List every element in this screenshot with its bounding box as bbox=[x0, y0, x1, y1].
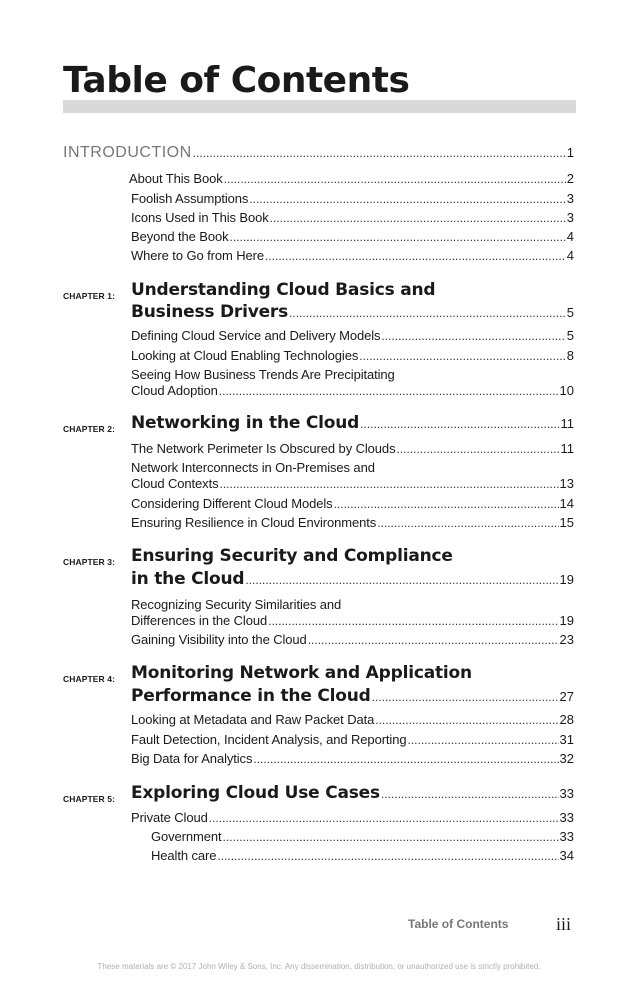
dot-leader bbox=[193, 146, 566, 160]
dot-leader bbox=[265, 249, 566, 263]
dot-leader bbox=[223, 830, 559, 844]
toc-entry[interactable] bbox=[131, 191, 574, 206]
toc-page-number: 3 bbox=[566, 210, 574, 225]
dot-leader bbox=[375, 713, 558, 727]
toc-page-number: 14 bbox=[559, 496, 574, 511]
toc-entry-chapter[interactable] bbox=[131, 686, 574, 706]
toc-entry-chapter[interactable] bbox=[131, 413, 574, 433]
toc-entry-label: Cloud Adoption bbox=[131, 383, 218, 398]
toc-entry-label: Icons Used in This Book bbox=[131, 210, 269, 225]
toc-page-number: 33 bbox=[559, 786, 574, 801]
toc-page-number: 5 bbox=[566, 328, 574, 343]
toc-entry[interactable] bbox=[131, 751, 574, 766]
chapter-title: Exploring Cloud Use Cases bbox=[131, 783, 380, 803]
chapter-title: Monitoring Network and Application bbox=[131, 663, 472, 683]
dot-leader bbox=[308, 633, 559, 647]
toc-page-number: 4 bbox=[566, 248, 574, 263]
toc-page-number: 1 bbox=[566, 145, 574, 160]
toc-page-number: 31 bbox=[559, 732, 574, 747]
toc-entry-label: Private Cloud bbox=[131, 810, 208, 825]
dot-leader bbox=[253, 752, 558, 766]
toc-entry[interactable] bbox=[131, 210, 574, 225]
toc-page-number: 32 bbox=[559, 751, 574, 766]
title-underline-bar bbox=[63, 100, 576, 113]
toc-page-number: 5 bbox=[566, 305, 574, 320]
chapter-title: Networking in the Cloud bbox=[131, 413, 360, 433]
toc-entry[interactable] bbox=[129, 171, 574, 186]
dot-leader bbox=[209, 811, 559, 825]
running-footer bbox=[0, 914, 638, 934]
toc-entry-label: Defining Cloud Service and Delivery Models bbox=[131, 328, 381, 343]
toc-entry-label: Government bbox=[151, 829, 222, 844]
dot-leader bbox=[219, 477, 558, 491]
toc-entry-label-line: Network Interconnects in On-Premises and bbox=[131, 460, 375, 475]
dot-leader bbox=[396, 442, 559, 456]
toc-entry-label: Looking at Cloud Enabling Technologies bbox=[131, 348, 359, 363]
toc-entry-label: Considering Different Cloud Models bbox=[131, 496, 333, 511]
toc-entry-introduction[interactable] bbox=[63, 144, 574, 162]
toc-page-number: 13 bbox=[559, 476, 574, 491]
toc-entry[interactable] bbox=[131, 328, 574, 343]
toc-entry-label: About This Book bbox=[129, 171, 223, 186]
toc-entry-label: The Network Perimeter Is Obscured by Clouds bbox=[131, 441, 396, 456]
footer-page-number: iii bbox=[556, 914, 572, 934]
toc-entry-label: INTRODUCTION bbox=[63, 144, 192, 161]
toc-entry[interactable] bbox=[131, 441, 574, 456]
toc-entry-sub[interactable] bbox=[151, 848, 574, 863]
toc-entry[interactable] bbox=[131, 496, 574, 511]
dot-leader bbox=[219, 384, 559, 398]
toc-entry-label: Ensuring Resilience in Cloud Environments bbox=[131, 515, 377, 530]
dot-leader bbox=[334, 497, 559, 511]
chapter-number: CHAPTER 2: bbox=[63, 424, 116, 434]
dot-leader bbox=[381, 329, 565, 343]
toc-entry[interactable] bbox=[131, 810, 574, 825]
dot-leader bbox=[224, 172, 566, 186]
toc-entry-chapter[interactable] bbox=[131, 302, 574, 322]
toc-page-number: 11 bbox=[560, 441, 574, 456]
page-title-block bbox=[63, 60, 576, 116]
dot-leader bbox=[268, 614, 558, 628]
dot-leader bbox=[381, 787, 559, 801]
page-title: Table of Contents bbox=[63, 60, 410, 101]
toc-page-number: 33 bbox=[559, 810, 574, 825]
dot-leader bbox=[360, 417, 559, 431]
toc-entry[interactable] bbox=[131, 613, 574, 628]
dot-leader bbox=[230, 230, 566, 244]
dot-leader bbox=[217, 849, 558, 863]
toc-entry-label: Health care bbox=[151, 848, 217, 863]
toc-page-number: 2 bbox=[566, 171, 574, 186]
chapter-number: CHAPTER 1: bbox=[63, 291, 116, 301]
toc-entry[interactable] bbox=[131, 248, 574, 263]
toc-page-number: 3 bbox=[566, 191, 574, 206]
toc-page-number: 27 bbox=[559, 689, 574, 704]
toc-entry[interactable] bbox=[131, 732, 574, 747]
toc-entry[interactable] bbox=[131, 383, 574, 398]
toc-page-number: 15 bbox=[559, 515, 574, 530]
toc-page-number: 11 bbox=[560, 416, 574, 431]
dot-leader bbox=[245, 573, 558, 587]
toc-page-number: 23 bbox=[559, 632, 574, 647]
toc-entry[interactable] bbox=[131, 632, 574, 647]
chapter-title: in the Cloud bbox=[131, 569, 245, 589]
footer-title: Table of Contents bbox=[408, 917, 509, 931]
toc-entry[interactable] bbox=[131, 712, 574, 727]
toc-entry[interactable] bbox=[131, 348, 574, 363]
toc-entry-label: Beyond the Book bbox=[131, 229, 229, 244]
toc-page-number: 19 bbox=[559, 613, 574, 628]
dot-leader bbox=[249, 192, 565, 206]
toc-page-number: 28 bbox=[559, 712, 574, 727]
toc-page-number: 10 bbox=[559, 383, 574, 398]
toc-entry-label: Foolish Assumptions bbox=[131, 191, 249, 206]
toc-entry-label-line: Recognizing Security Similarities and bbox=[131, 597, 342, 612]
toc-entry-label: Gaining Visibility into the Cloud bbox=[131, 632, 307, 647]
toc-entry-label: Fault Detection, Incident Analysis, and Reporting bbox=[131, 732, 407, 747]
chapter-number: CHAPTER 3: bbox=[63, 557, 116, 567]
chapter-title: Ensuring Security and Compliance bbox=[131, 546, 453, 566]
toc-entry-label: Big Data for Analytics bbox=[131, 751, 253, 766]
dot-leader bbox=[407, 733, 558, 747]
toc-page-number: 33 bbox=[559, 829, 574, 844]
toc-page-number: 8 bbox=[566, 348, 574, 363]
toc-entry-chapter[interactable] bbox=[131, 783, 574, 803]
toc-entry-chapter[interactable] bbox=[131, 569, 574, 589]
chapter-title: Business Drivers bbox=[131, 302, 289, 322]
chapter-number: CHAPTER 5: bbox=[63, 794, 116, 804]
dot-leader bbox=[270, 211, 566, 225]
chapter-title: Performance in the Cloud bbox=[131, 686, 371, 706]
toc-entry-label: Differences in the Cloud bbox=[131, 613, 268, 628]
dot-leader bbox=[377, 516, 558, 530]
toc-entry-label: Where to Go from Here bbox=[131, 248, 264, 263]
toc-entry-label-line: Seeing How Business Trends Are Precipitating bbox=[131, 367, 395, 382]
chapter-number: CHAPTER 4: bbox=[63, 674, 116, 684]
chapter-title: Understanding Cloud Basics and bbox=[131, 280, 436, 300]
toc-page-number: 4 bbox=[566, 229, 574, 244]
dot-leader bbox=[359, 349, 566, 363]
toc-page-number: 34 bbox=[559, 848, 574, 863]
toc-entry[interactable] bbox=[131, 476, 574, 491]
toc-entry-label: Looking at Metadata and Raw Packet Data bbox=[131, 712, 375, 727]
toc-entry[interactable] bbox=[131, 515, 574, 530]
dot-leader bbox=[289, 306, 566, 320]
dot-leader bbox=[372, 690, 559, 704]
copyright-notice: These materials are © 2017 John Wiley & Sons, Inc. Any dissemination, distribution, or unauthorized use is strictly prohibited. bbox=[97, 962, 541, 971]
toc-entry-label: Cloud Contexts bbox=[131, 476, 219, 491]
toc-entry[interactable] bbox=[131, 229, 574, 244]
toc-entry-sub[interactable] bbox=[151, 829, 574, 844]
toc-page-number: 19 bbox=[559, 572, 574, 587]
